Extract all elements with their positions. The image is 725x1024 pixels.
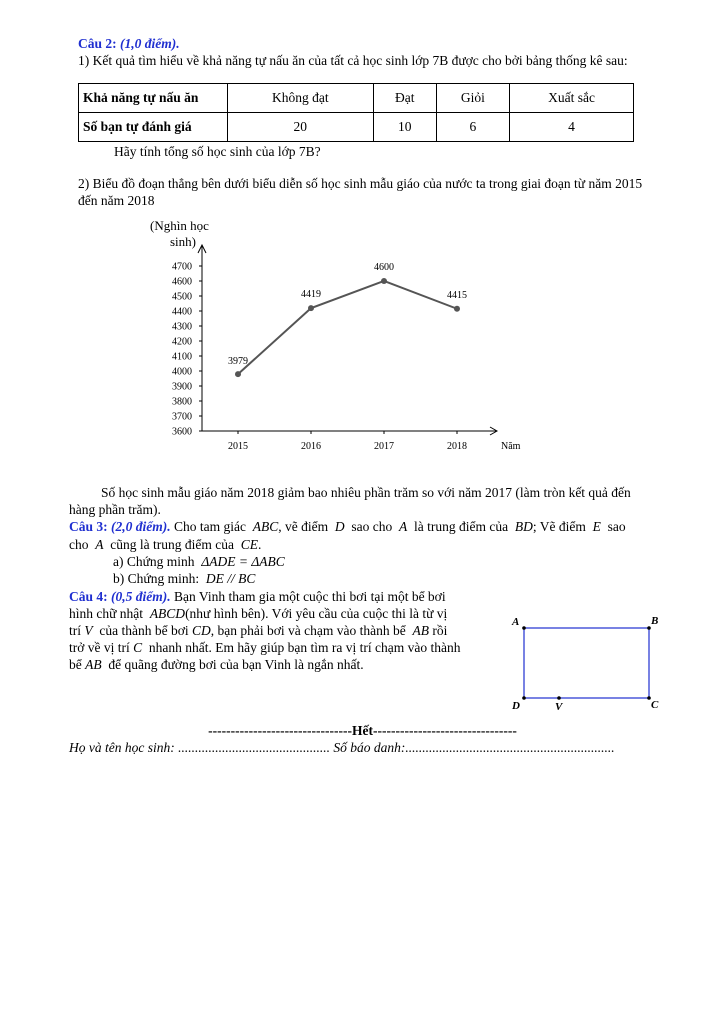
pool-rectangle [524,628,649,698]
data-point [454,306,460,312]
x-tick-label: 2016 [301,441,321,452]
y-tick-label: 3900 [172,381,192,393]
table-cell: Xuất sắc [510,84,634,113]
table-cell: 20 [228,113,374,142]
x-axis-label: Năm [501,441,521,452]
y-tick-label: 4100 [172,351,192,363]
q2-part1-question: Hãy tính tổng số học sinh của lớp 7B? [114,144,321,159]
table-cell: Số bạn tự đánh giá [79,113,228,142]
q2-part2-question-line1: Số học sinh mẫu giáo năm 2018 giảm bao nhiêu phần trăm so với năm 2017 (làm tròn kết quả đến [101,485,631,500]
x-tick-label: 2015 [228,441,248,452]
student-info-line: Họ và tên học sinh: ............................................. Số báo danh:.............................................................. [69,740,615,755]
y-tick-label: 4600 [172,276,192,288]
table-cell: Giỏi [436,84,509,113]
q3-part-b: b) Chứng minh: DE // BC [113,571,256,586]
data-label: 3979 [228,356,248,368]
data-label: 4415 [447,289,467,301]
q2-part2-line1: 2) Biểu đồ đoạn thẳng bên dưới biểu diễn số học sinh mẫu giáo của nước ta trong giai đoạn từ năm 2015 [78,176,643,191]
point-v [557,696,561,700]
y-tick-label: 4500 [172,291,192,303]
q4-line1: Câu 4: (0,5 điểm). Bạn Vinh tham gia một cuộc thi bơi tại một bể bơi [69,589,446,604]
data-label: 4600 [374,262,394,273]
label-v: V [555,701,563,713]
y-tick-label: 3700 [172,411,192,423]
data-point [235,371,241,377]
table-cell: Không đạt [228,84,374,113]
y-axis-label: sinh) [170,234,196,249]
q4-line4: trở về vị trí C nhanh nhất. Em hãy giúp bạn tìm ra vị trí chạm vào thành [69,640,461,655]
point-d [522,696,526,700]
q4-line3: trí V của thành bể bơi CD, bạn phải bơi và chạm vào thành bể AB rồi [69,623,448,638]
y-tick-label: 4000 [172,366,192,378]
end-marker: --------------------------------Hết-------------------------------- [208,723,517,738]
q4-heading: Câu 4: (0,5 điểm). [69,589,171,604]
x-tick-label: 2017 [374,441,394,452]
q3-part-a: a) Chứng minh ΔADE = ΔABC [113,554,285,569]
table-cell: 6 [436,113,509,142]
label-c: C [651,699,659,711]
line-chart [0,0,725,470]
label-d: D [512,700,520,712]
y-tick-label: 3600 [172,426,192,438]
y-axis-label: (Nghìn học [150,218,209,233]
table-cell: Đạt [373,84,436,113]
q2-part2-question-line2: hàng phần trăm). [69,502,161,517]
q4-line5: bể AB để quãng đường bơi của bạn Vinh là ngắn nhất. [69,657,364,672]
series-line [238,281,457,374]
table-cell: 4 [510,113,634,142]
q2-part1-text: 1) Kết quả tìm hiểu về khả năng tự nấu ăn của tất cả học sinh lớp 7B được cho bởi bảng thống kê sau: [78,53,628,68]
label-a: A [512,616,520,628]
q4-line2: hình chữ nhật ABCD(như hình bên). Với yêu cầu của cuộc thi là từ vị [69,606,448,621]
data-point [308,305,314,311]
q3-line1: Câu 3: (2,0 điểm). Cho tam giác ABC, vẽ điểm D sao cho A là trung điểm của BD; Vẽ điểm E sao [69,519,626,534]
data-label: 4419 [301,289,321,301]
q3-line2: cho A cũng là trung điểm của CE. [69,537,262,552]
y-tick-label: 3800 [172,396,192,408]
y-tick-label: 4300 [172,321,192,333]
q3-heading: Câu 3: (2,0 điểm). [69,519,171,534]
x-tick-label: 2018 [447,441,467,452]
q2-part2-line2: đến năm 2018 [78,193,155,208]
pool-rectangle-figure [500,606,670,716]
q2-heading: Câu 2: (1,0 điểm). [78,36,180,51]
point-a [522,626,526,630]
y-tick-label: 4700 [172,261,192,273]
y-tick-label: 4200 [172,336,192,348]
table-cell: 10 [373,113,436,142]
label-b: B [651,615,659,627]
data-point [381,278,387,284]
table-cell: Khả năng tự nấu ăn [79,84,228,113]
y-tick-label: 4400 [172,306,192,318]
